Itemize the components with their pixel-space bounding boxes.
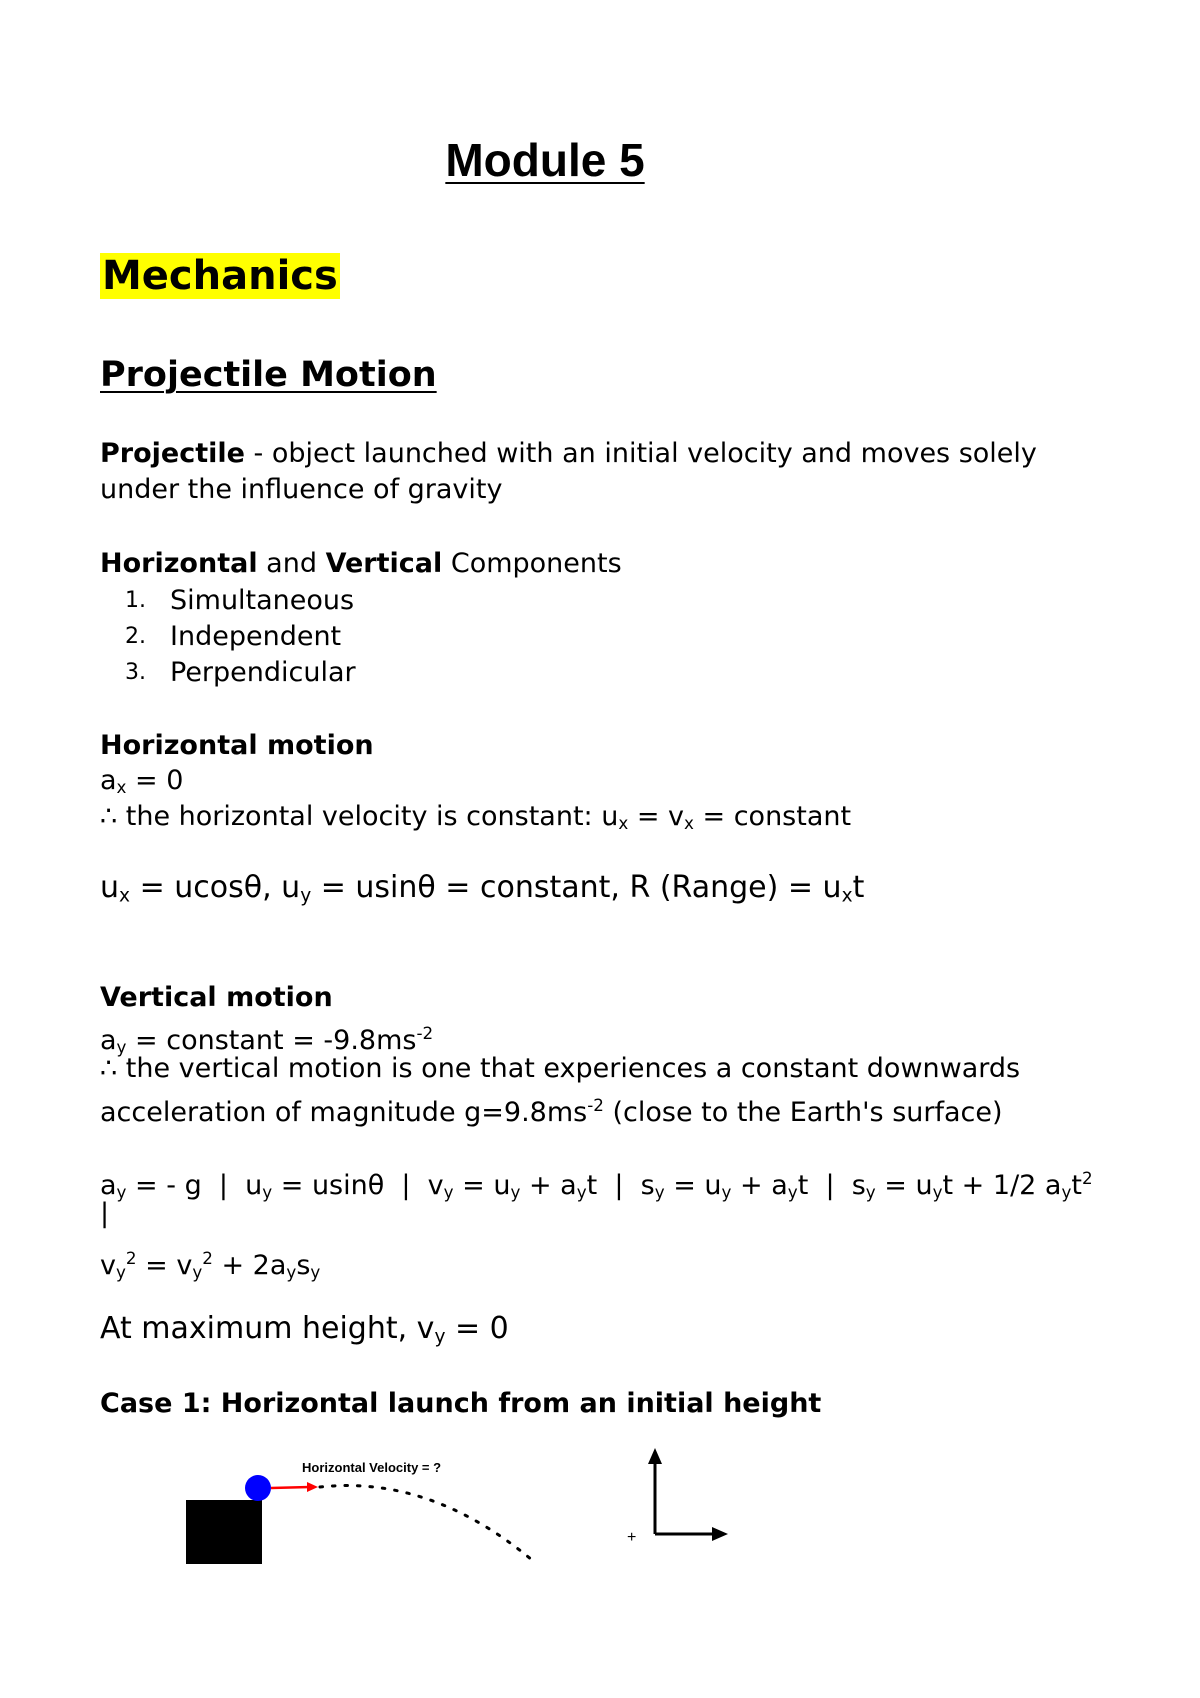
plus-sign: +: [627, 1529, 637, 1546]
projectile-ball: [245, 1475, 271, 1501]
list-item: 2. Independent: [125, 621, 342, 652]
list-item: 3. Perpendicular: [125, 657, 356, 688]
ax-equation: $a_x = 0$: [100, 765, 184, 798]
range-equation: $u_x = ucos\theta$, $u_y = usin\theta$ = constant, R (Range) = $u_xt$: [100, 870, 865, 907]
horizontal-velocity-label: Horizontal Velocity = ?: [302, 1460, 442, 1475]
vertical-motion-heading: Vertical motion: [100, 982, 333, 1013]
vertical-motion-desc-1: ∴ the vertical motion is one that experiences a constant downwards: [100, 1053, 1021, 1084]
velocity-arrow: [271, 1487, 310, 1488]
section-heading: Mechanics: [102, 253, 338, 299]
projectile-term: Projectile: [100, 438, 245, 469]
trajectory-path: [320, 1486, 532, 1560]
sign-convention-axes: [600, 1440, 740, 1560]
projectile-diagram: [160, 1440, 580, 1590]
projectile-definition-text: - object launched with an initial velocity and moves solely under the influence of gravity: [100, 438, 1037, 505]
case1-heading: Case 1: Horizontal launch from an initial height: [100, 1388, 822, 1419]
vy-squared-equation: $v_y^2 = v_y^2 + 2a_ys_y$: [100, 1248, 321, 1283]
list-item: 1. Simultaneous: [125, 585, 355, 616]
horizontal-motion-heading: Horizontal motion: [100, 730, 374, 761]
kinematic-equations: $a_y$ = - g | $u_y = usin\theta$ | $v_y = u_y + a_yt$ | $s_y = u_y + a_yt$ | $s_y = u_yt + 1/2$ $a_yt^2$: [100, 1168, 1093, 1203]
page-title: Module 5: [445, 134, 645, 186]
ay-equation: $a_y$ = constant = $-9.8ms^{-2}$: [100, 1023, 434, 1058]
components-heading: Horizontal and Vertical Components: [100, 548, 622, 579]
vertical-motion-desc-2: acceleration of magnitude $g=9.8ms^{-2}$ (close to the Earth's surface): [100, 1095, 1003, 1129]
equation-separator: |: [100, 1198, 110, 1229]
y-axis-arrowhead: [648, 1448, 662, 1464]
x-axis-arrowhead: [712, 1527, 728, 1541]
subsection-heading: Projectile Motion: [100, 355, 437, 395]
projectile-definition: [100, 436, 1100, 508]
components-list: [100, 583, 356, 691]
launch-platform: [186, 1500, 262, 1564]
max-height-note: At maximum height, $v_y = 0$: [100, 1311, 509, 1348]
horizontal-velocity-constant: ∴ the horizontal velocity is constant: $u_x = v_x$ = constant: [100, 801, 852, 834]
velocity-arrowhead: [307, 1482, 318, 1492]
